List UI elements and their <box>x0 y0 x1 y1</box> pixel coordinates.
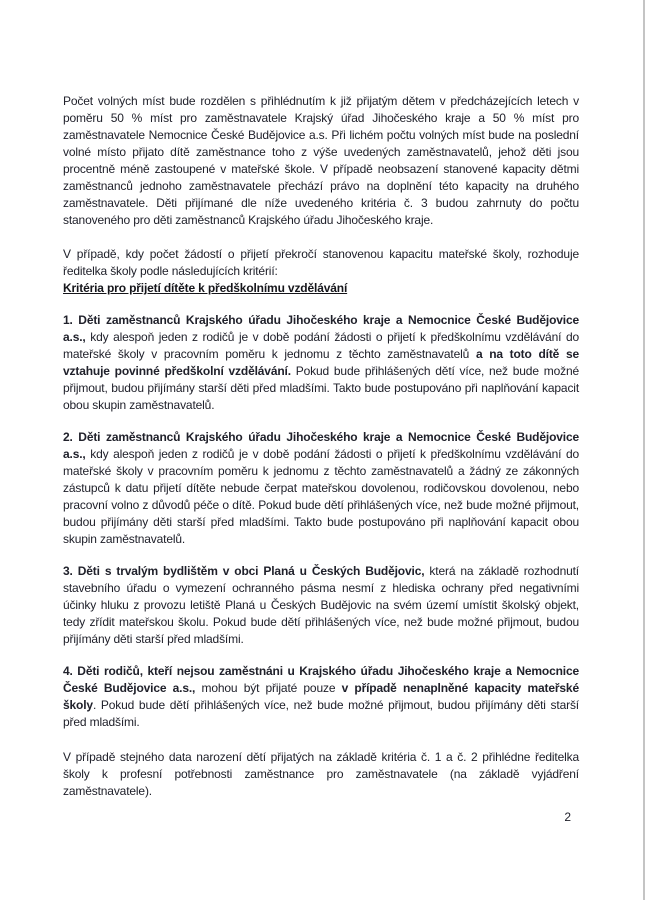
criterion-1 <box>63 312 579 414</box>
criterion-4 <box>63 663 579 731</box>
text-segment: kdy alespoň jeden z rodičů je v době podání žádosti o přijetí k předškolnímu vzdělávání do mateřské školy v pracovním poměru k jednomu z těchto zaměstnavatelů <box>63 330 579 361</box>
bold-text-segment: 3. Děti s trvalým bydlištěm v obci Planá u Českých Budějovic, <box>63 564 430 578</box>
text-segment: . Pokud bude dětí přihlášených více, než bude možné přijmout, budou přijímány děti starší před mladšími. <box>63 698 579 729</box>
intro-paragraph-1: Počet volných míst bude rozdělen s přihlédnutím k již přijatým dětem v předcházejících letech v poměru 50 % míst pro zaměstnavatele Krajský úřad Jihočeského kraje a 50 % míst pro zaměstnavatele Nemocnice České Budějovice a.s. Při lichém počtu volných míst bude na poslední volné místo přijato dítě zaměstnance toho z výše uvedených zaměstnavatelů, jehož děti jsou procentně méně zastoupené v mateřské škole. V případě neobsazení stanovené kapacity dětmi zaměstnanců jednoho zaměstnavatele přechází právo na doplnění této kapacity na druhého zaměstnavatele. Děti přijímané dle níže uvedeného kritéria č. 3 budou zahrnuty do počtu stanoveného pro děti zaměstnanců Krajského úřadu Jihočeského kraje. <box>63 94 579 227</box>
bold-text-segment: 1. Děti zaměstnanců Krajského úřadu Jihočeského kraje a Nemocnice České Budějovice a.s., <box>63 313 579 344</box>
bold-text-segment: 4. Děti rodičů, kteří nejsou zaměstnáni u Krajského úřadu Jihočeského kraje a Nemocnice České Budějovice a.s., <box>63 664 579 695</box>
closing-paragraph: V případě stejného data narození dětí přijatých na základě kritéria č. 1 a č. 2 přihlédne ředitelka školy k profesní potřebnosti zaměstnance pro zaměstnavatele (na základě vyjádření zaměstnavatele). <box>63 750 579 798</box>
document-content <box>63 0 579 800</box>
page-number: 2 <box>564 810 571 824</box>
text-segment: Pokud bude přihlášených dětí více, než bude možné přijmout, budou přijímány starší děti před mladšími. Takto bude postupováno při naplňování kapacit obou skupin zaměstnavatelů. <box>63 364 579 412</box>
text-segment: mohou být přijaté pouze <box>201 681 342 695</box>
bold-text-segment: a na toto dítě se vztahuje povinné předškolní vzdělávání. <box>63 347 579 378</box>
text-segment: kdy alespoň jeden z rodičů je v době podání žádosti o přijetí k předškolnímu vzdělávání do mateřské školy v pracovním poměru k jednomu z těchto zaměstnavatelů a žádný ze zákonných zástupců k datu přijetí dítěte nebude čerpat mateřskou dovolenou, rodičovskou dovolenou, nebo pracovní volno z důvodů péče o dítě. Pokud bude dětí přihlášených více, než bude možné přijmout, budou přijímány děti starší před mladšími. Takto bude postupováno při naplňování kapacit obou skupin zaměstnavatelů. <box>63 447 579 546</box>
criterion-2 <box>63 429 579 548</box>
bold-text-segment: 2. Děti zaměstnanců Krajského úřadu Jihočeského kraje a Nemocnice České Budějovice a.s., <box>63 430 579 461</box>
intro-paragraph-2: V případě, kdy počet žádostí o přijetí překročí stanovenou kapacitu mateřské školy, rozhoduje ředitelka školy podle následujících kritérií: <box>63 247 579 278</box>
criterion-3 <box>63 563 579 648</box>
criteria-heading: Kritéria pro přijetí dítěte k předškolnímu vzdělávání <box>63 281 348 295</box>
bold-text-segment: v případě nenaplněné kapacity mateřské školy <box>63 681 579 712</box>
text-segment: která na základě rozhodnutí stavebního úřadu o vymezení ochranného pásma nesmí z hlediska ochrany před negativními účinky hluku z provozu letiště Planá u Českých Budějovic na svém území umístit školský objekt, tedy zřídit mateřskou školu. Pokud bude dětí přihlášených více, než bude možné přijmout, budou přijímány děti starší před mladšími. <box>63 564 579 646</box>
